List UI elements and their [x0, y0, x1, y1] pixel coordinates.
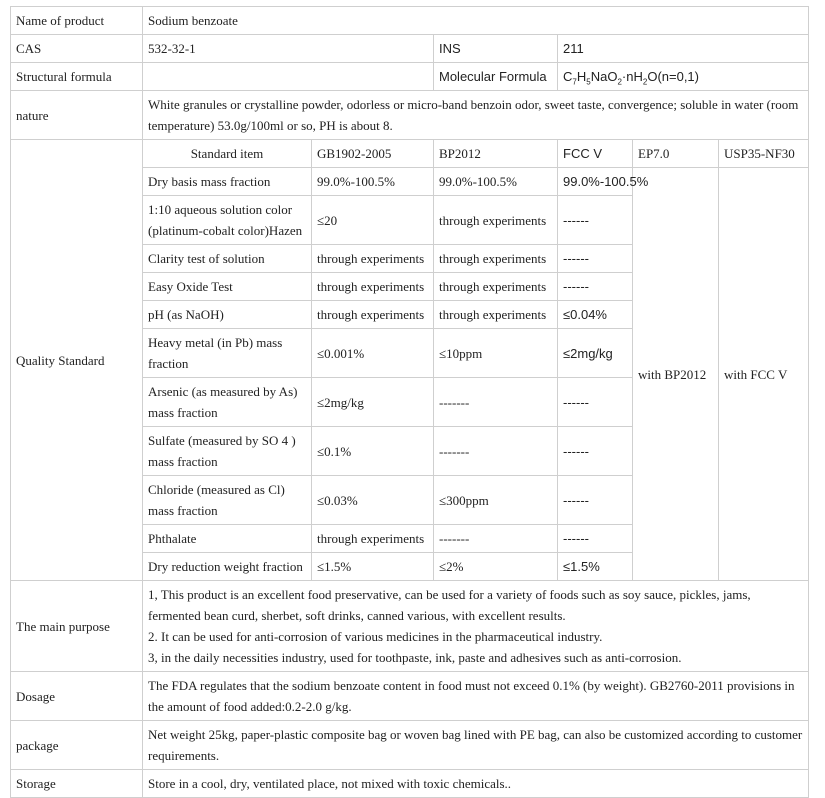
- dosage-label: Dosage: [11, 672, 143, 721]
- bp-value: ≤300ppm: [434, 476, 558, 525]
- name-value: Sodium benzoate: [143, 7, 809, 35]
- fcc-value: ------: [558, 245, 633, 273]
- row-package: [11, 721, 809, 770]
- gb-value: ≤0.1%: [312, 427, 434, 476]
- gb-value: through experiments: [312, 525, 434, 553]
- bp-value: ≤2%: [434, 553, 558, 581]
- fcc-value: ≤0.04%: [558, 301, 633, 329]
- ep-value: with BP2012: [633, 168, 719, 581]
- ins-label: INS: [434, 35, 558, 63]
- fcc-value: ------: [558, 378, 633, 427]
- ins-value: 211: [558, 35, 809, 63]
- header-standard-item: Standard item: [143, 140, 312, 168]
- row-purpose: [11, 581, 809, 672]
- name-label: Name of product: [11, 7, 143, 35]
- gb-value: ≤1.5%: [312, 553, 434, 581]
- fcc-value: ------: [558, 196, 633, 245]
- quality-label: Quality Standard: [11, 140, 143, 581]
- gb-value: ≤0.03%: [312, 476, 434, 525]
- bp-value: ≤10ppm: [434, 329, 558, 378]
- quality-header-row: [11, 140, 809, 168]
- header-usp: USP35-NF30: [719, 140, 809, 168]
- nature-label: nature: [11, 91, 143, 140]
- purpose-line-1: 1, This product is an excellent food preservative, can be used for a variety of foods such as soy sauce, pickles, jams, fermented bean curd, sherbet, soft drinks, canned various, with excellent results.: [148, 587, 751, 623]
- purpose-value: [143, 581, 809, 672]
- spec-table: [10, 6, 809, 798]
- bp-value: through experiments: [434, 245, 558, 273]
- gb-value: ≤2mg/kg: [312, 378, 434, 427]
- storage-label: Storage: [11, 770, 143, 798]
- item-label: Easy Oxide Test: [143, 273, 312, 301]
- purpose-line-3: 3, in the daily necessities industry, used for toothpaste, ink, paste and adhesives such as anti-corrosion.: [148, 650, 682, 665]
- gb-value: through experiments: [312, 245, 434, 273]
- structural-value: [143, 63, 434, 91]
- cas-value: 532-32-1: [143, 35, 434, 63]
- fcc-value: ------: [558, 525, 633, 553]
- fcc-value: 99.0%-100.5%: [558, 168, 633, 196]
- nature-value: White granules or crystalline powder, odorless or micro-band benzoin odor, sweet taste, convergence; soluble in water (room temperature) 53.0g/100ml or so, PH is about 8.: [143, 91, 809, 140]
- fcc-value: ≤1.5%: [558, 553, 633, 581]
- gb-value: ≤20: [312, 196, 434, 245]
- fcc-value: ------: [558, 273, 633, 301]
- bp-value: through experiments: [434, 196, 558, 245]
- gb-value: through experiments: [312, 273, 434, 301]
- usp-value: with FCC V: [719, 168, 809, 581]
- package-label: package: [11, 721, 143, 770]
- header-fcc: FCC V: [558, 140, 633, 168]
- row-name: [11, 7, 809, 35]
- header-bp: BP2012: [434, 140, 558, 168]
- bp-value: -------: [434, 378, 558, 427]
- storage-value: Store in a cool, dry, ventilated place, not mixed with toxic chemicals..: [143, 770, 809, 798]
- cas-label: CAS: [11, 35, 143, 63]
- dosage-value: The FDA regulates that the sodium benzoate content in food must not exceed 0.1% (by weight). GB2760-2011 provisions in the amount of food added:0.2-2.0 g/kg.: [143, 672, 809, 721]
- mf-value: $C_7H_5NaO_2\cdot nH_2O(n=0,1)$: [558, 63, 809, 91]
- gb-value: ≤0.001%: [312, 329, 434, 378]
- item-label: Clarity test of solution: [143, 245, 312, 273]
- row-dosage: [11, 672, 809, 721]
- row-cas: [11, 35, 809, 63]
- purpose-line-2: 2. It can be used for anti-corrosion of various medicines in the pharmaceutical industry.: [148, 629, 603, 644]
- bp-value: -------: [434, 525, 558, 553]
- gb-value: 99.0%-100.5%: [312, 168, 434, 196]
- item-label: Chloride (measured as Cl) mass fraction: [143, 476, 312, 525]
- row-structural: [11, 63, 809, 91]
- purpose-label: The main purpose: [11, 581, 143, 672]
- fcc-value: ------: [558, 476, 633, 525]
- item-label: Arsenic (as measured by As) mass fraction: [143, 378, 312, 427]
- header-gb: GB1902-2005: [312, 140, 434, 168]
- item-label: Phthalate: [143, 525, 312, 553]
- bp-value: through experiments: [434, 301, 558, 329]
- item-label: pH (as NaOH): [143, 301, 312, 329]
- item-label: 1:10 aqueous solution color (platinum-cobalt color)Hazen: [143, 196, 312, 245]
- item-label: Sulfate (measured by SO 4 ) mass fraction: [143, 427, 312, 476]
- item-label: Dry basis mass fraction: [143, 168, 312, 196]
- fcc-value: ≤2mg/kg: [558, 329, 633, 378]
- structural-label: Structural formula: [11, 63, 143, 91]
- package-value: Net weight 25kg, paper-plastic composite bag or woven bag lined with PE bag, can also be customized according to customer requirements.: [143, 721, 809, 770]
- row-storage: [11, 770, 809, 798]
- item-label: Dry reduction weight fraction: [143, 553, 312, 581]
- mf-label: Molecular Formula: [434, 63, 558, 91]
- row-nature: [11, 91, 809, 140]
- item-label: Heavy metal (in Pb) mass fraction: [143, 329, 312, 378]
- bp-value: through experiments: [434, 273, 558, 301]
- header-ep: EP7.0: [633, 140, 719, 168]
- bp-value: -------: [434, 427, 558, 476]
- fcc-value: ------: [558, 427, 633, 476]
- gb-value: through experiments: [312, 301, 434, 329]
- bp-value: 99.0%-100.5%: [434, 168, 558, 196]
